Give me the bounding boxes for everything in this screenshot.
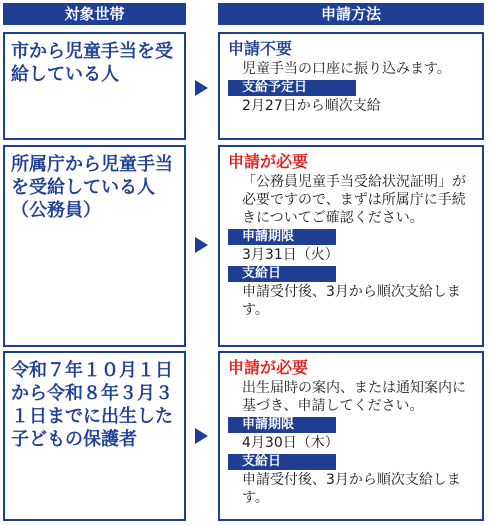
row-3-target-cell [3,351,186,521]
row-1-target-cell [3,32,186,140]
row-2-target-cell [3,145,186,347]
row-2-target: 所属庁から児童手当を受給している人（公務員） [11,154,173,221]
row-3-payment-date: 申請受付後、3月から順次支給します。 [242,472,461,506]
row-3-target: 令和７年１０月１日から令和８年３月３１日までに出生した子どもの保護者 [11,360,173,450]
row-1-tag-payment-date: 支給予定日 [228,80,356,96]
row-2-deadline: 3月31日（火） [242,247,339,263]
row-1-body: 児童手当の口座に振り込みます。 [242,61,451,77]
row-2-payment-date: 申請受付後、3月から順次支給します。 [242,284,461,318]
row-3-tag-deadline: 申請期限 [228,417,336,433]
row-1-method-cell [218,32,484,140]
header-method: 申請方法 [218,3,484,25]
arrow-right-icon [195,80,208,96]
row-3-status: 申請が必要 [228,358,309,377]
header-target: 対象世帯 [3,3,186,25]
arrow-right-icon [195,237,208,253]
arrow-right-icon [195,428,208,444]
row-1-target: 市から児童手当を受給している人 [11,41,173,85]
row-3-body: 出生届時の案内、または通知案内に基づき、申請してください。 [242,380,466,414]
row-3-tag-payment-date: 支給日 [228,454,336,470]
row-2-method-cell [218,145,484,347]
row-1-payment-date: 2月27日から順次支給 [242,98,381,114]
row-2-status: 申請が必要 [228,152,309,171]
row-2-tag-payment-date: 支給日 [228,266,336,282]
row-3-deadline: 4月30日（木） [242,435,339,451]
row-2-body: 「公務員児童手当受給状況証明」が必要ですので、まずは所属庁に手続きについてご確認ください。 [242,174,466,226]
row-3-method-cell [218,351,484,521]
row-2-tag-deadline: 申請期限 [228,229,336,245]
row-1-status: 申請不要 [228,39,293,58]
